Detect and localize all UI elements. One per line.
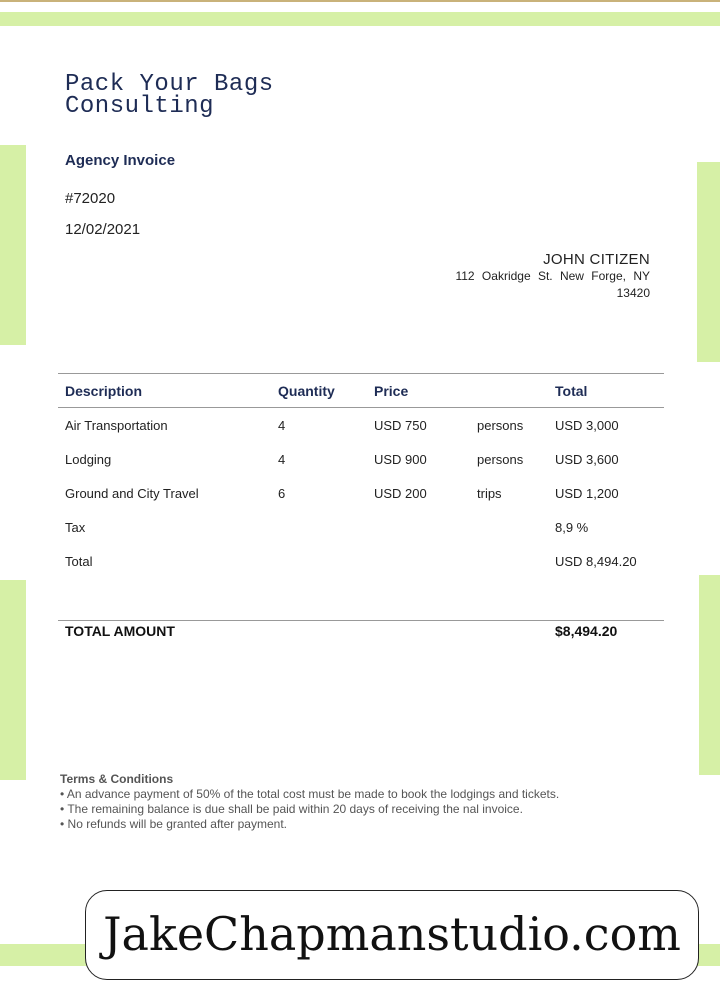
row-3-unit: trips <box>477 486 502 501</box>
column-header-price: Price <box>374 383 409 399</box>
row-1-unit: persons <box>477 418 524 433</box>
left-decor-bar-1 <box>0 145 26 345</box>
watermark-banner: JakeChapmanstudio.com <box>85 890 699 980</box>
invoice-date: 12/02/2021 <box>65 221 141 238</box>
client-block <box>450 251 650 302</box>
row-1-quantity: 4 <box>278 418 286 433</box>
tax-label: Tax <box>65 520 86 535</box>
client-name: JOHN CITIZEN <box>543 251 650 268</box>
table-total-rule <box>58 620 664 621</box>
invoice-number: #72020 <box>65 190 116 207</box>
terms-section <box>60 772 590 832</box>
company-name-line-1: Pack Your Bags <box>65 71 274 98</box>
tax-value: 8,9 % <box>555 520 589 535</box>
column-header-description: Description <box>65 383 143 399</box>
terms-item-3: • No refunds will be granted after payment. <box>60 817 287 831</box>
row-2-price: USD 900 <box>374 452 427 467</box>
top-rule <box>0 0 720 2</box>
row-2-quantity: 4 <box>278 452 286 467</box>
row-3-description: Ground and City Travel <box>65 486 199 501</box>
terms-title: Terms & Conditions <box>60 772 174 786</box>
terms-item-1: • An advance payment of 50% of the total cost must be made to book the lodgings and tickets. <box>60 787 560 801</box>
terms-item-2: • The remaining balance is due shall be paid within 20 days of receiving the nal invoice. <box>60 802 523 816</box>
document-title: Agency Invoice <box>65 152 176 169</box>
row-1-description: Air Transportation <box>65 418 168 433</box>
total-value: USD 8,494.20 <box>555 554 637 569</box>
row-1-total: USD 3,000 <box>555 418 619 433</box>
row-1-price: USD 750 <box>374 418 427 433</box>
client-address: 112 Oakridge St. New Forge, NY 13420 <box>455 269 650 300</box>
right-decor-bar-2 <box>699 575 720 775</box>
column-header-quantity: Quantity <box>278 383 335 399</box>
row-3-quantity: 6 <box>278 486 286 501</box>
row-2-description: Lodging <box>65 452 112 467</box>
table-header-rule <box>58 407 664 408</box>
row-2-total: USD 3,600 <box>555 452 619 467</box>
company-name-line-2: Consulting <box>65 93 215 120</box>
right-decor-bar-1 <box>697 162 720 362</box>
column-header-total: Total <box>555 383 588 399</box>
top-decor-band <box>0 12 720 26</box>
row-2-unit: persons <box>477 452 524 467</box>
grand-total-label: TOTAL AMOUNT <box>65 623 175 639</box>
table-top-rule <box>58 373 664 374</box>
row-3-total: USD 1,200 <box>555 486 619 501</box>
total-label: Total <box>65 554 93 569</box>
company-name <box>65 71 274 120</box>
grand-total-value: $8,494.20 <box>555 623 618 639</box>
row-3-price: USD 200 <box>374 486 427 501</box>
left-decor-bar-2 <box>0 580 26 780</box>
